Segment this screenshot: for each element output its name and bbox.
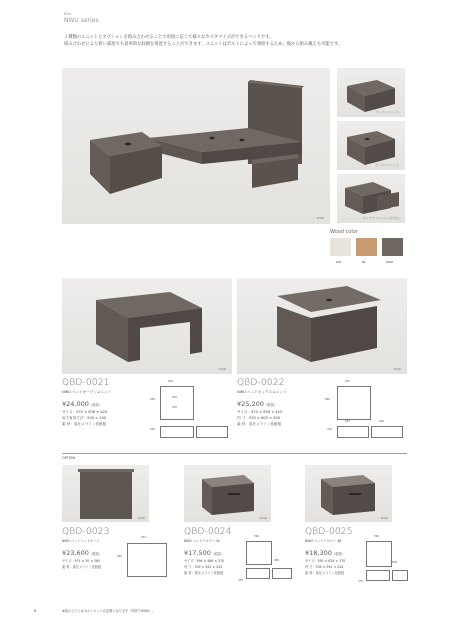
photo-qbd-0025-tag: WGR <box>380 516 388 520</box>
main-photo-tag: WGR <box>316 216 324 220</box>
box-unit-large-illustration <box>237 278 407 374</box>
product-code-qbd-0024: QBD-0024 <box>184 527 232 537</box>
product-name-qbd-0023: NWU ベッドヘッドボード <box>62 539 100 543</box>
swatch-label-wh: WH <box>336 260 342 264</box>
photo-qbd-0024-tag: WGR <box>259 516 267 520</box>
open-unit-large-illustration <box>62 278 232 374</box>
series-category: Bed <box>64 12 71 16</box>
side-photo-open-label: オープンユニット <box>375 110 399 114</box>
photo-qbd-0024 <box>184 465 271 522</box>
photo-qbd-0021-tag: WGR <box>218 367 226 371</box>
series-title: NWU series <box>64 17 99 24</box>
photo-qbd-0023 <box>62 465 149 522</box>
product-spec3-qbd-0025: 素 材：高圧メラミン化粧板 <box>305 571 345 575</box>
dimension-drawing-qbd-0024: 596 486 370 <box>238 535 294 585</box>
swatch-label-nl: NL <box>362 260 366 264</box>
product-spec2-qbd-0023: 素 材：高圧メラミン化粧板 <box>62 565 102 569</box>
photo-qbd-0025 <box>305 465 392 522</box>
product-code-qbd-0021: QBD-0021 <box>62 378 110 388</box>
product-code-qbd-0025: QBD-0025 <box>305 527 353 537</box>
swatch-wh <box>330 238 351 256</box>
product-spec1-qbd-0022: サイズ：970 × 658 × 425 <box>237 410 283 414</box>
product-name-qbd-0025: NWU ベッドドロワー 4B <box>305 539 342 543</box>
side-photo-box-label: ボックスユニット <box>375 163 399 167</box>
side-photo-drawer <box>337 174 405 223</box>
product-name-qbd-0021: NWU ベッドオープンユニット <box>62 390 111 394</box>
swatch-label-wgr: WGR <box>386 260 394 264</box>
page-number: 6 <box>34 609 37 613</box>
dimension-drawing-qbd-0025: 590 628 370 <box>358 535 410 585</box>
product-price-qbd-0022: ¥25,200（税抜） <box>237 400 278 408</box>
dimension-drawing-qbd-0023: 974 560 <box>117 535 169 585</box>
product-spec2-qbd-0021: 床下有効寸法：500 × 350 <box>62 416 107 420</box>
product-spec2-qbd-0024: 内 寸：534 × 452 × 244 <box>184 565 223 569</box>
product-code-qbd-0023: QBD-0023 <box>62 527 110 537</box>
product-spec2-qbd-0025: 内 寸：534 × 592 × 244 <box>305 565 344 569</box>
dimension-drawing-qbd-0021: 970 658 420 500 350 <box>148 380 232 444</box>
product-spec1-qbd-0025: サイズ：590 × 628 × 370 <box>305 559 346 563</box>
product-spec3-qbd-0021: 素 材：高圧メラミン化粧板 <box>62 422 107 426</box>
product-name-qbd-0022: NWU ベッドボックスユニット <box>237 390 287 394</box>
product-spec1-qbd-0023: サイズ：974 × 30 × 560 <box>62 559 101 563</box>
drawer-4b-illustration <box>305 465 392 522</box>
side-photo-open <box>337 68 405 117</box>
photo-qbd-0023-tag: WGR <box>137 516 145 520</box>
side-photo-box <box>337 121 405 170</box>
product-spec1-qbd-0021: サイズ：970 × 658 × 420 <box>62 410 108 414</box>
product-price-qbd-0024: ¥17,500（税抜） <box>184 549 225 557</box>
product-price-qbd-0021: ¥24,000（税抜） <box>62 400 103 408</box>
side-photo-drawer-label: ボックスユニット+引き出し <box>362 216 401 220</box>
headboard-illustration <box>62 465 149 522</box>
swatch-nl <box>356 238 377 256</box>
product-code-qbd-0022: QBD-0022 <box>237 378 285 388</box>
bed-illustration <box>62 68 330 224</box>
photo-qbd-0021 <box>62 278 232 374</box>
footer-note: ※組み立てにはボルトセットが必要となります（別売り¥500）。 <box>62 609 156 613</box>
product-price-qbd-0023: ¥23,600（税抜） <box>62 549 103 557</box>
drawer-4c-illustration <box>184 465 271 522</box>
product-price-qbd-0025: ¥18,300（税抜） <box>305 549 346 557</box>
main-photo <box>62 68 330 224</box>
swatch-wgr <box>382 238 403 256</box>
photo-qbd-0022-tag: WGR <box>393 367 401 371</box>
product-spec2-qbd-0022: 内 寸：933 × 605 × 400 <box>237 416 281 420</box>
product-name-qbd-0024: NWU ベッドドロワー 4C <box>184 539 221 543</box>
photo-qbd-0022 <box>237 278 407 374</box>
product-spec3-qbd-0024: 素 材：高圧メラミン化粧板 <box>184 571 224 575</box>
intro-line-2: 組み合わせにより狭い部屋でも効率的な収納を用意することができます。ユニットはボルトによって連結するため、後から組み換えも可能です。 <box>64 42 343 47</box>
wood-color-swatches <box>330 238 410 268</box>
product-spec3-qbd-0022: 素 材：高圧メラミン化粧板 <box>237 422 282 426</box>
intro-line-1: ２種類のユニットとオプションを組み合わせることで用途に応じて様々なカスタマイズができるベッドです。 <box>64 35 274 40</box>
option-divider <box>62 453 407 454</box>
option-title: OPTION <box>62 456 75 460</box>
dimension-drawing-qbd-0022: 970 658 425 933 605 <box>323 380 407 444</box>
product-spec1-qbd-0024: サイズ：596 × 486 × 370 <box>184 559 225 563</box>
wood-color-title: Wood color <box>330 229 358 235</box>
